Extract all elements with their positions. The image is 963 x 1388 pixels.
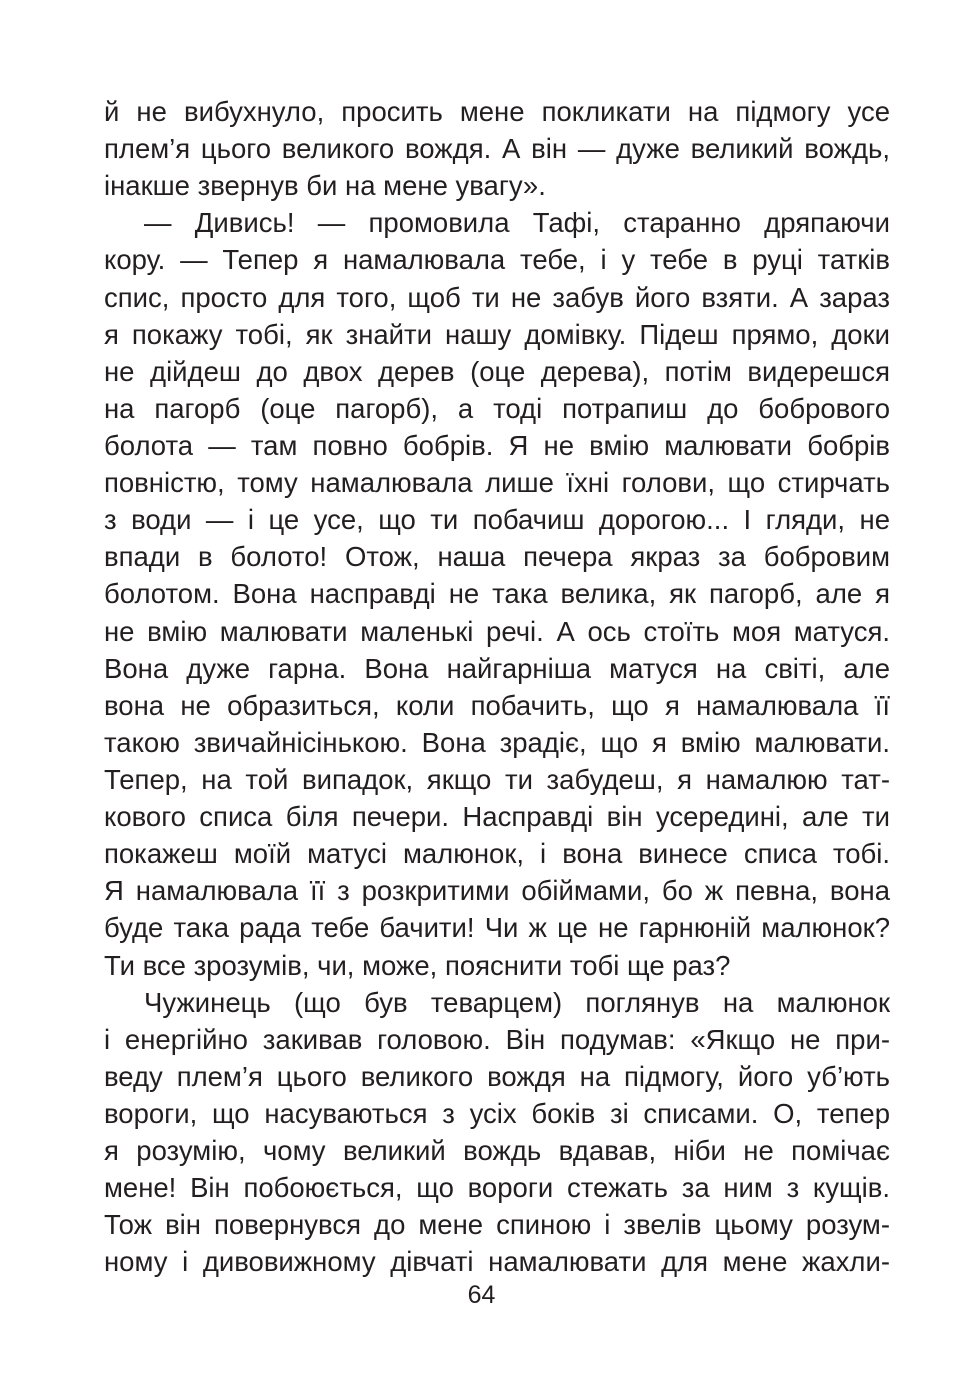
text-line: Тепер, на той випадок, якщо ти забудеш, я намалюю тат- (104, 763, 890, 795)
text-line: спис, просто для того, щоб ти не забув його взяти. А зараз (104, 281, 890, 313)
text-line: не дійдеш до двох дерев (оце дерева), потім видерешся (104, 355, 890, 387)
text-line: я покажу тобі, як знайти нашу домівку. Підеш прямо, доки (104, 318, 890, 350)
text-line: повністю, тому намалювала лише їхні голови, що стирчать (104, 467, 890, 499)
page-number: 64 (467, 1281, 496, 1309)
body-text (104, 93, 890, 1281)
text-line: Я намалювала її з розкритими обіймами, бо ж певна, вона (104, 875, 890, 907)
text-line: на пагорб (оце пагорб), а тоді потрапиш до бобрового (104, 392, 890, 424)
text-line: веду плем’я цього великого вождя на підмогу, його уб’ють (104, 1060, 890, 1092)
text-line: кового списа біля печери. Насправді він усередині, але ти (104, 801, 890, 833)
text-line: Чужинець (що був теварцем) поглянув на малюнок (144, 986, 890, 1018)
text-line: кору. — Тепер я намалювала тебе, і у тебе в руці татків (104, 244, 890, 276)
text-line: Ти все зрозумів, чи, може, пояснити тобі ще раз? (104, 949, 731, 981)
text-line: Тож він повернувся до мене спиною і звелів цьому розум- (104, 1209, 890, 1241)
text-line: мене! Він побоюється, що вороги стежать за ним з кущів. (104, 1172, 890, 1204)
text-line: і енергійно закивав головою. Він подумав: «Якщо не при- (104, 1023, 890, 1055)
text-line: Вона дуже гарна. Вона найгарніша матуся на світі, але (104, 652, 890, 684)
text-line: плем’я цього великого вождя. А він — дуже великий вождь, (104, 133, 890, 165)
text-line: не вмію малювати маленькі речі. А ось стоїть моя матуся. (104, 615, 890, 647)
text-line: інакше звернув би на мене увагу». (104, 170, 546, 202)
text-line: покажеш моїй матусі малюнок, і вона винесе списа тобі. (104, 838, 890, 870)
text-line: буде така рада тебе бачити! Чи ж це не гарнюній малюнок? (104, 912, 890, 944)
text-line: й не вибухнуло, просить мене покликати на підмогу усе (104, 96, 890, 127)
text-line: такою звичайнісінькою. Вона зрадіє, що я вмію малювати. (104, 726, 890, 758)
text-line: я розумію, чому великий вождь вдавав, ніби не помічає (104, 1135, 890, 1167)
text-line: з води — і це усе, що ти побачиш дорогою... І гляди, не (104, 504, 890, 536)
text-line: вона не образиться, коли побачить, що я намалювала її (104, 689, 890, 721)
text-line: болотом. Вона насправді не така велика, як пагорб, але я (104, 578, 890, 610)
text-line: ному і дивовижному дівчаті намалювати для мене жахли- (104, 1246, 890, 1278)
text-line: болота — там повно бобрів. Я не вмію малювати бобрів (104, 429, 890, 461)
text-line: впади в болото! Отож, наша печера якраз за бобровим (104, 541, 890, 573)
text-line: вороги, що насуваються з усіх боків зі списами. О, тепер (104, 1097, 890, 1129)
text-line: — Дивись! — промовила Тафі, старанно дряпаючи (144, 207, 890, 239)
